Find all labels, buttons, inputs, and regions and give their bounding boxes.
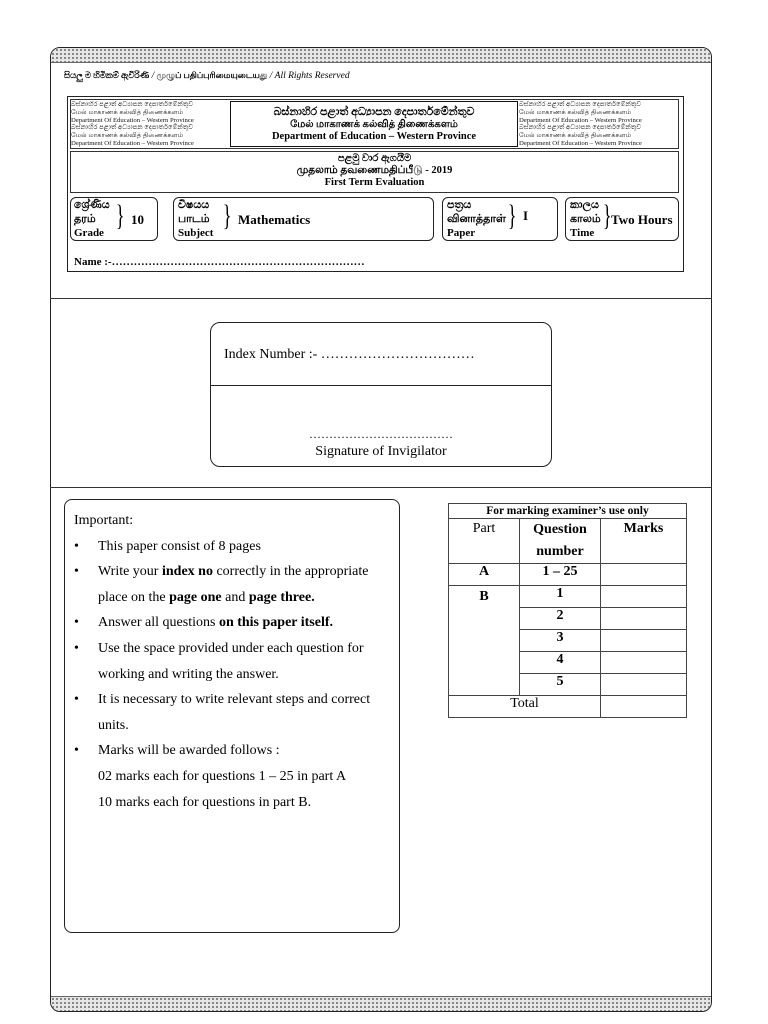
paper-field: [442, 197, 558, 241]
subject-label-sinhala: විෂයය: [178, 199, 210, 211]
repeat-sinhala: බස්නාහිර පළාත් අධ්‍යාපන දෙපාර්තමේන්තුව: [519, 101, 642, 108]
question-number: 3: [520, 630, 601, 652]
table-row: [449, 504, 687, 519]
marks-cell[interactable]: [601, 674, 687, 696]
paper-label-sinhala: පත්‍රය: [447, 199, 472, 211]
rights-english: / All Rights Reserved: [269, 71, 350, 81]
time-label-english: Time: [570, 227, 595, 239]
signature-label: Signature of Invigilator: [315, 444, 447, 459]
repeat-sinhala: බස්නාහිර පළාත් අධ්‍යාපන දෙපාර්තමේන්තුව: [71, 101, 194, 108]
time-field: [565, 197, 679, 241]
question-number: 1: [520, 586, 601, 608]
section-divider: [50, 298, 712, 299]
brace-icon: }: [507, 199, 517, 232]
signature-line[interactable]: ………………………………: [309, 427, 453, 441]
eval-sinhala: පළමු වාර ඇගයීම: [337, 153, 412, 164]
rights-tamil: முழுப் பதிப்புரிமையுடையது: [156, 70, 268, 80]
repeat-english: Department Of Education – Western Province: [71, 116, 194, 124]
section-divider: [50, 487, 712, 488]
department-tamil: மேல் மாகாணக் கல்வித் திணைக்களம்: [290, 119, 458, 130]
instructions-list: [74, 534, 389, 764]
name-line: Name :-……………………………………………………………: [74, 256, 365, 268]
subject-labels: [178, 198, 213, 240]
total-marks-cell[interactable]: [601, 696, 687, 718]
list-item: • Answer all questions on this paper itself.: [74, 610, 389, 636]
table-row: [449, 564, 687, 586]
paper-value: I: [523, 208, 529, 223]
evaluation-title: [70, 151, 679, 193]
marks-cell[interactable]: [601, 652, 687, 674]
marks-cell[interactable]: [601, 630, 687, 652]
department-english: Department of Education – Western Province: [271, 131, 477, 142]
repeat-right: [519, 101, 679, 148]
list-item: • Use the space provided under each question for working and writing the answer.: [74, 636, 389, 687]
list-item: • Write your index no correctly in the appropriate place on the page one and page three.: [74, 559, 389, 610]
repeat-tamil: மேல் மாகாணக் கல்வித் திணைக்களம்: [519, 132, 632, 140]
grade-label-sinhala: ශ්‍රේණිය: [74, 199, 110, 211]
repeat-tamil: மேல் மாகாணக் கல்வித் திணைக்களம்: [71, 108, 184, 116]
grade-label-english: Grade: [74, 227, 104, 239]
repeat-english: Department Of Education – Western Province: [519, 116, 642, 124]
part-a-cell: A: [449, 564, 520, 586]
important-notes: [64, 499, 400, 933]
time-label-sinhala: කාලය: [570, 199, 599, 211]
grade-value: 10: [131, 212, 144, 227]
time-labels: [570, 198, 601, 240]
repeat-sinhala: බස්නාහිර පළාත් අධ්‍යාපන දෙපාර්තමේන්තුව: [71, 124, 194, 132]
paper-label-english: Paper: [447, 227, 476, 239]
table-row: [449, 586, 687, 608]
eval-tamil: முதலாம் தவணைமதிப்பீடு - 2019: [296, 165, 453, 176]
department-sinhala: බස්නාහිර පළාත් අධ්‍යාපන දෙපාර්තමේන්තුව: [273, 106, 475, 118]
total-label: Total: [449, 696, 601, 718]
rights-sinhala: සියලු ම හිමිකම් ඇවිරිණි: [64, 70, 150, 80]
list-item: • Marks will be awarded follows :: [74, 738, 389, 764]
col-part: Part: [449, 519, 520, 564]
repeat-sinhala: බස්නාහිර පළාත් අධ්‍යාපන දෙපාර්තමේන්තුව: [519, 124, 642, 132]
subject-label-tamil: பாடம்: [178, 213, 210, 225]
question-range-a: 1 – 25: [520, 564, 601, 586]
grade-labels: [74, 198, 110, 240]
question-number: 5: [520, 674, 601, 696]
marking-table-title: For marking examiner’s use only: [449, 504, 687, 519]
marks-cell[interactable]: [601, 608, 687, 630]
rights-line: [64, 70, 350, 82]
paper-label-tamil: வினாத்தாள்: [447, 213, 506, 225]
index-box-divider: [211, 385, 551, 386]
marks-part-a: 02 marks each for questions 1 – 25 in part A: [98, 768, 347, 784]
department-title: [230, 101, 518, 147]
subject-field: [173, 197, 434, 241]
brace-icon: }: [602, 199, 612, 232]
repeat-left: [71, 101, 231, 148]
eval-english: First Term Evaluation: [324, 177, 425, 188]
index-box: [210, 322, 552, 467]
part-b-cell: B: [449, 586, 520, 696]
brace-icon: }: [222, 199, 232, 232]
brace-icon: }: [115, 199, 125, 232]
question-number: 2: [520, 608, 601, 630]
repeat-english: Department Of Education – Western Province: [71, 139, 194, 147]
marks-cell[interactable]: [601, 564, 687, 586]
repeat-tamil: மேல் மாகாணக் கல்வித் திணைக்களம்: [71, 132, 184, 140]
important-heading: Important:: [74, 513, 134, 528]
list-item: • It is necessary to write relevant steps and correct units.: [74, 687, 389, 738]
list-item: • This paper consist of 8 pages: [74, 534, 389, 560]
paper-labels: [447, 198, 506, 240]
col-question-number: Question number: [520, 519, 601, 564]
index-number-field[interactable]: Index Number :- ……………………………: [224, 347, 475, 362]
marking-table: [448, 503, 687, 718]
col-marks: Marks: [601, 519, 687, 564]
repeat-english: Department Of Education – Western Province: [519, 139, 642, 147]
subject-value: Mathematics: [238, 212, 311, 227]
top-border-pattern: [51, 48, 711, 63]
table-row: [449, 696, 687, 718]
repeat-tamil: மேல் மாகாணக் கல்வித் திணைக்களம்: [519, 108, 632, 116]
time-label-tamil: காலம்: [570, 213, 601, 225]
marks-cell[interactable]: [601, 586, 687, 608]
rights-separator: /: [149, 71, 157, 81]
table-row: [449, 519, 687, 564]
bottom-border-pattern: [51, 996, 711, 1011]
grade-field: [70, 197, 158, 241]
question-number: 4: [520, 652, 601, 674]
marks-part-b: 10 marks each for questions in part B.: [98, 794, 312, 810]
time-value: Two Hours: [611, 212, 673, 227]
subject-label-english: Subject: [178, 227, 214, 239]
grade-label-tamil: தரம்: [74, 213, 96, 225]
